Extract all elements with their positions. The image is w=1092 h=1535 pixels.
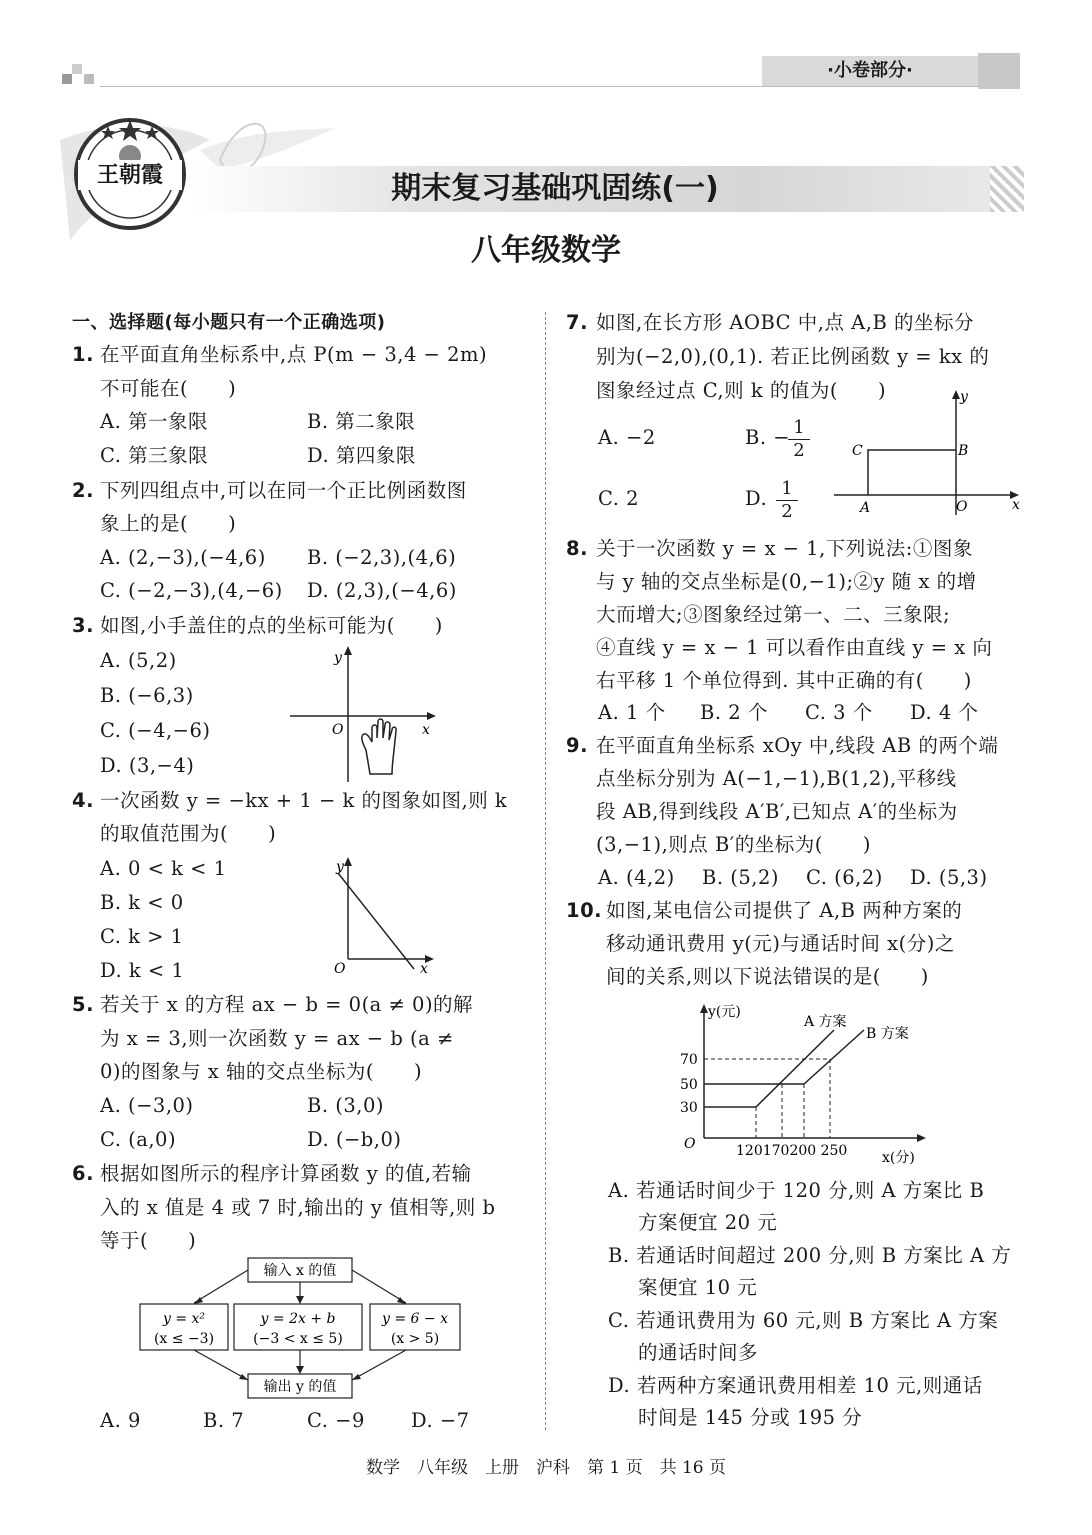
flow-branch3-formula: y = 6 − x: [382, 1311, 448, 1327]
option-label: D.: [745, 487, 768, 510]
page-subtitle: 八年级数学: [471, 233, 621, 268]
question-text: 段 AB,得到线段 A′B′,已知点 A′的坐标为: [596, 800, 958, 823]
option: C. (a,0): [100, 1128, 177, 1151]
option: 时间是 145 分或 195 分: [638, 1406, 863, 1429]
question-text: 0)的图象与 x 轴的交点坐标为( ): [100, 1060, 423, 1083]
option: A. (4,2): [598, 866, 675, 889]
option: A. 0 < k < 1: [100, 857, 227, 880]
flow-branch1-condition: (x ≤ −3): [153, 1331, 215, 1347]
option: C. k > 1: [100, 925, 184, 948]
question-text: 右平移 1 个单位得到. 其中正确的有( ): [596, 669, 972, 692]
fraction-b: [788, 417, 810, 462]
option: A. 第一象限: [100, 410, 208, 433]
question-text: 别为(−2,0),(0,1). 若正比例函数 y = kx 的: [596, 345, 990, 368]
option: B. (3,0): [307, 1094, 384, 1117]
question-text: 与 y 轴的交点坐标是(0,−1);②y 随 x 的增: [596, 570, 977, 593]
option: A. −2: [598, 426, 656, 449]
option: C. 若通讯费用为 60 元,则 B 方案比 A 方案: [608, 1309, 999, 1332]
option: D. −7: [411, 1409, 470, 1432]
option: C. 2: [598, 487, 640, 510]
y-axis-label: y: [336, 859, 344, 875]
question-text: 图象经过点 C,则 k 的值为( ): [596, 379, 887, 402]
option: A. (2,−3),(−4,6): [100, 546, 266, 569]
question-number: 8.: [566, 537, 588, 560]
x-axis-label: x: [422, 722, 430, 738]
flow-branch3-condition: (x > 5): [390, 1331, 440, 1347]
question-number: 2.: [72, 479, 94, 502]
question-text: 为 x = 3,则一次函数 y = ax − b (a ≠: [100, 1027, 454, 1050]
flow-branch2-condition: (−3 < x ≤ 5): [253, 1331, 343, 1347]
question-number: 5.: [72, 993, 94, 1016]
option: B. k < 0: [100, 891, 184, 914]
question-text: 若关于 x 的方程 ax − b = 0(a ≠ 0)的解: [100, 993, 474, 1016]
fraction-denominator: 2: [793, 440, 805, 461]
y-tick-30: 30: [680, 1100, 698, 1116]
option: B. 若通话时间超过 200 分,则 B 方案比 A 方: [608, 1244, 1012, 1267]
question-text: 在平面直角坐标系中,点 P(m − 3,4 − 2m): [100, 343, 488, 366]
header-tag-block: [978, 53, 1020, 89]
flow-output: 输出 y 的值: [263, 1379, 337, 1395]
page-title: 期末复习基础巩固练(一): [391, 171, 719, 206]
option: 的通话时间多: [638, 1341, 759, 1364]
option: B. (−2,3),(4,6): [307, 546, 457, 569]
question-text: 点坐标分别为 A(−1,−1),B(1,2),平移线: [596, 767, 957, 790]
page-footer: 数学 八年级 上册 沪科 第 1 页 共 16 页: [365, 1458, 727, 1478]
option: C. −9: [307, 1409, 365, 1432]
question-text: 移动通讯费用 y(元)与通话时间 x(分)之: [606, 932, 955, 955]
point-b-label: B: [958, 443, 969, 459]
fraction-denominator: 2: [781, 501, 793, 522]
question-text: (3,−1),则点 B′的坐标为( ): [596, 833, 871, 856]
origin-label: O: [334, 961, 346, 977]
question-text: 象上的是( ): [100, 512, 237, 535]
fraction-numerator: 1: [788, 417, 810, 440]
y-axis-label: y: [960, 389, 968, 405]
fraction-numerator: 1: [776, 478, 798, 501]
option: B. 2 个: [700, 701, 768, 724]
flow-input: 输入 x 的值: [263, 1263, 337, 1279]
question-text: 不可能在( ): [100, 377, 237, 400]
q7-figure: [830, 385, 1030, 520]
question-text: 入的 x 值是 4 或 7 时,输出的 y 值相等,则 b: [100, 1196, 496, 1219]
origin-label: O: [332, 722, 344, 738]
option: A. (−3,0): [100, 1094, 194, 1117]
header-rule: [100, 86, 1020, 87]
fraction-d: [776, 478, 798, 523]
option: D. 4 个: [910, 701, 979, 724]
y-axis-label: y(元): [708, 1004, 741, 1020]
x-axis-label: x: [420, 961, 428, 977]
q3-figure: [288, 646, 438, 786]
question-number: 3.: [72, 614, 94, 637]
y-tick-50: 50: [680, 1077, 698, 1093]
option: B. (5,2): [702, 866, 779, 889]
question-text: 关于一次函数 y = x − 1,下列说法:①图象: [596, 537, 973, 560]
option: B. 第二象限: [307, 410, 416, 433]
question-text: 等于( ): [100, 1229, 197, 1252]
point-a-label: A: [860, 500, 871, 516]
question-number: 10.: [566, 899, 603, 922]
question-text: 如图,某电信公司提供了 A,B 两种方案的: [606, 899, 963, 922]
option: B. (−6,3): [100, 684, 194, 707]
option: D. (−b,0): [307, 1128, 402, 1151]
option: A. 1 个: [598, 701, 666, 724]
option: A. (5,2): [100, 649, 177, 672]
logo-text: 王朝霞: [78, 160, 182, 190]
option: C. (6,2): [806, 866, 883, 889]
option: D. (3,−4): [100, 754, 195, 777]
question-text: 一次函数 y = −kx + 1 − k 的图象如图,则 k: [100, 789, 508, 812]
question-number: 1.: [72, 343, 94, 366]
title-checker: [990, 166, 1024, 212]
section-heading: 一、选择题(每小题只有一个正确选项): [72, 312, 386, 333]
flow-branch2-formula: y = 2x + b: [260, 1311, 336, 1327]
option: C. 3 个: [805, 701, 873, 724]
question-text: 在平面直角坐标系 xOy 中,线段 AB 的两个端: [596, 734, 999, 757]
option: D. k < 1: [100, 959, 185, 982]
option: A. 若通话时间少于 120 分,则 A 方案比 B: [608, 1179, 985, 1202]
y-axis-label: y: [334, 650, 342, 666]
question-text: 间的关系,则以下说法错误的是( ): [606, 965, 929, 988]
column-divider: [545, 312, 546, 1430]
option: C. 第三象限: [100, 444, 209, 467]
option: C. (−4,−6): [100, 719, 211, 742]
q10-graph: [672, 1000, 972, 1172]
question-number: 6.: [72, 1162, 94, 1185]
option: C. (−2,−3),(4,−6): [100, 579, 283, 602]
plan-a-label: A 方案: [804, 1014, 847, 1030]
x-tick-labels: 120170200 250: [736, 1143, 848, 1159]
option: A. 9: [100, 1409, 141, 1432]
question-text: ④直线 y = x − 1 可以看作由直线 y = x 向: [596, 636, 993, 659]
question-number: 4.: [72, 789, 94, 812]
y-tick-70: 70: [680, 1052, 698, 1068]
question-text: 根据如图所示的程序计算函数 y 的值,若输: [100, 1162, 472, 1185]
q4-figure: [328, 855, 438, 980]
option: 方案便宜 20 元: [638, 1211, 778, 1234]
option-label: B. −: [745, 426, 791, 449]
x-axis-label: x(分): [882, 1150, 915, 1166]
question-text: 如图,小手盖住的点的坐标可能为( ): [100, 614, 443, 637]
option: D. (2,3),(−4,6): [307, 579, 457, 602]
x-axis-label: x: [1012, 497, 1020, 513]
option: 案便宜 10 元: [638, 1276, 758, 1299]
option: D. (5,3): [910, 866, 988, 889]
question-text: 如图,在长方形 AOBC 中,点 A,B 的坐标分: [596, 311, 974, 334]
origin-label: O: [684, 1136, 696, 1152]
flow-branch1-formula: y = x²: [162, 1311, 206, 1327]
header-squares: [62, 64, 102, 84]
question-number: 9.: [566, 734, 588, 757]
question-text: 的取值范围为( ): [100, 822, 277, 845]
question-text: 大而增大;③图象经过第一、二、三象限;: [596, 603, 951, 626]
q6-flowchart: [134, 1254, 464, 1404]
hand-icon: [362, 719, 396, 774]
origin-label: O: [956, 499, 968, 515]
question-number: 7.: [566, 311, 588, 334]
option: D. 第四象限: [307, 444, 416, 467]
point-c-label: C: [852, 443, 863, 459]
option: B. 7: [203, 1409, 245, 1432]
question-text: 下列四组点中,可以在同一个正比例函数图: [100, 479, 467, 502]
header-tag: ·小卷部分·: [827, 60, 913, 81]
plan-b-label: B 方案: [866, 1026, 909, 1042]
option: D. 若两种方案通讯费用相差 10 元,则通话: [608, 1374, 983, 1397]
